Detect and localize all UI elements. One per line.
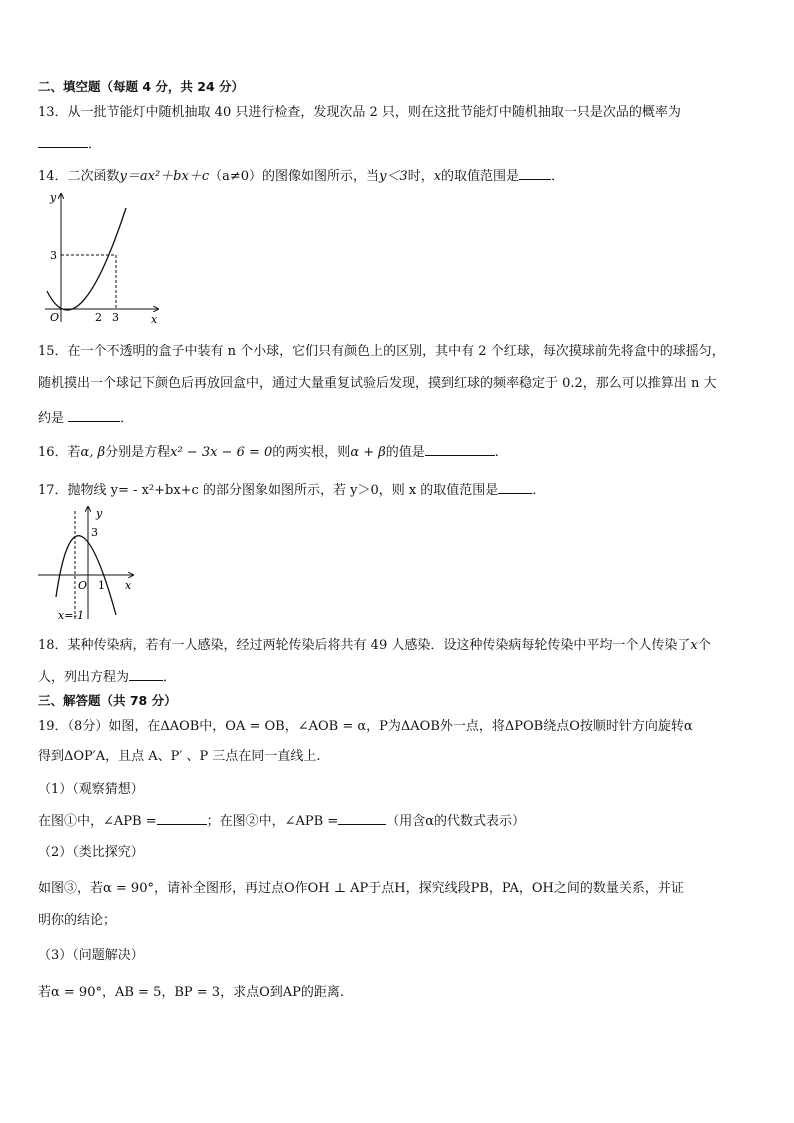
- q16-mid: 分别是方程: [105, 445, 171, 460]
- q18-var: x: [690, 638, 698, 653]
- q14-middle: 的图像如图所示，当: [262, 169, 380, 184]
- q19-part3-heading: （3）（问题解决）: [38, 948, 144, 963]
- q14-tick-3x: 3: [112, 311, 119, 324]
- q14-condition: （a≠0）: [209, 169, 263, 184]
- question-13: [38, 104, 681, 122]
- q16-expr: α + β: [350, 445, 386, 460]
- q17-symmetry-label: x=-1: [58, 609, 85, 622]
- q14-y-condition: y＜3: [379, 169, 408, 184]
- q19-part2-line2: 明你的结论；: [38, 913, 117, 928]
- q14-tick-3y: 3: [50, 249, 57, 262]
- q19-part1-a: 在图①中，∠APB =: [38, 814, 157, 829]
- q13-answer-blank: [38, 134, 88, 148]
- q16-tail: .: [494, 445, 499, 460]
- question-18-line1: [38, 637, 711, 655]
- q16-prefix: 16．若: [38, 445, 81, 460]
- q18-answer-blank: [129, 667, 163, 681]
- q17-tail: ．: [532, 483, 546, 498]
- question-14: [38, 166, 564, 186]
- q14-tail: ．: [551, 169, 565, 184]
- q17-x-label: x: [125, 579, 132, 592]
- q14-x-label: x: [151, 313, 158, 326]
- q19-part1-heading: （1）（观察猜想）: [38, 782, 144, 797]
- q14-parabola-curve: [47, 208, 126, 310]
- q19-part3-question: 若α = 90°，AB = 5，BP = 3，求点O到AP的距离.: [38, 985, 345, 1000]
- question-16: [38, 442, 499, 462]
- q18-line2-prefix: 人，列出方程为: [38, 670, 130, 685]
- q14-answer-blank: [519, 166, 551, 180]
- q19-part1-question: [38, 811, 525, 831]
- q15-prefix: 约是: [38, 411, 65, 426]
- q14-x-var: x: [433, 169, 442, 184]
- q18-prefix: 18．某种传染病，若有一人感染，经过两轮传染后将共有 49 人感染．设这种传染病每轮传染中平均一个人传染了: [38, 638, 691, 653]
- q14-prefix: 14．二次函数: [38, 169, 120, 184]
- q19-part1-blank1: [157, 811, 207, 825]
- q15-tail: ．: [120, 411, 134, 426]
- question-17: [38, 480, 545, 500]
- q17-answer-blank: [498, 480, 532, 494]
- section-2-heading: 二、填空题（每题 4 分，共 24 分）: [38, 79, 245, 94]
- q15-answer-blank: [68, 408, 120, 422]
- q19-part2-heading: （2）（类比探究）: [38, 845, 144, 860]
- q19-part1-blank2: [338, 811, 386, 825]
- q14-function: y＝ax²＋bx＋c: [119, 169, 210, 184]
- section-3-heading: 三、解答题（共 78 分）: [38, 693, 177, 708]
- q18-suffix: 个: [697, 638, 711, 653]
- q17-text: 17．抛物线 y= - x²+bx+c 的部分图象如图所示，若 y＞0，则 x 的取值范围是: [38, 483, 499, 498]
- q14-middle2: 时，: [407, 169, 434, 184]
- q16-vars: α, β: [80, 445, 106, 460]
- question-19-line1: 19．（8分）如图，在ΔAOB中，OA = OB，∠AOB = α，P为ΔAOB外一点，将ΔPOB绕点O按顺时针方向旋转α: [38, 719, 693, 734]
- q14-y-label: y: [50, 191, 57, 204]
- q14-suffix: 的取值范围是: [441, 169, 520, 184]
- q17-tick-3: 3: [91, 526, 98, 539]
- q14-tick-2: 2: [95, 311, 102, 324]
- question-18-line2: [38, 667, 176, 687]
- q19-part1-b: ；在图②中，∠APB =: [206, 814, 339, 829]
- q18-tail: ．: [163, 670, 177, 685]
- q16-answer-blank: [425, 442, 495, 456]
- question-19-line2: 得到ΔOP′A，且点 A、P′ 、P 三点在同一直线上.: [38, 749, 321, 764]
- q17-parabola-graph: [36, 503, 148, 625]
- question-13-answer-line: [38, 134, 101, 154]
- q13-tail: ．: [88, 137, 102, 152]
- question-15-line1: 15．在一个不透明的盒子中装有 n 个小球，它们只有颜色上的区别，其中有 2 个红球，每次摸球前先将盒中的球摇匀，: [38, 344, 725, 359]
- q14-parabola-graph: [40, 188, 170, 328]
- q17-y-label: y: [96, 507, 103, 520]
- q19-part1-c: （用含α的代数式表示）: [386, 814, 525, 829]
- q17-tick-1: 1: [98, 579, 105, 592]
- q19-part2-line1: 如图③，若α = 90°，请补全图形，再过点O作OH ⊥ AP于点H，探究线段PB，PA，OH之间的数量关系，并证: [38, 881, 684, 896]
- q17-origin-label: O: [78, 579, 88, 592]
- q16-suffix: 的值是: [385, 445, 425, 460]
- question-15-line3: [38, 408, 133, 428]
- question-15-line2: 随机摸出一个球记下颜色后再放回盒中，通过大量重复试验后发现，摸到红球的频率稳定于 0.2，那么可以推算出 n 大: [38, 376, 717, 391]
- q13-text: 13．从一批节能灯中随机抽取 40 只进行检查，发现次品 2 只，则在这批节能灯中随机抽取一只是次品的概率为: [38, 105, 681, 120]
- q14-origin-label: O: [50, 311, 60, 324]
- q16-mid2: 的两实根，则: [272, 445, 351, 460]
- q16-equation: x² − 3x − 6 = 0: [170, 445, 273, 460]
